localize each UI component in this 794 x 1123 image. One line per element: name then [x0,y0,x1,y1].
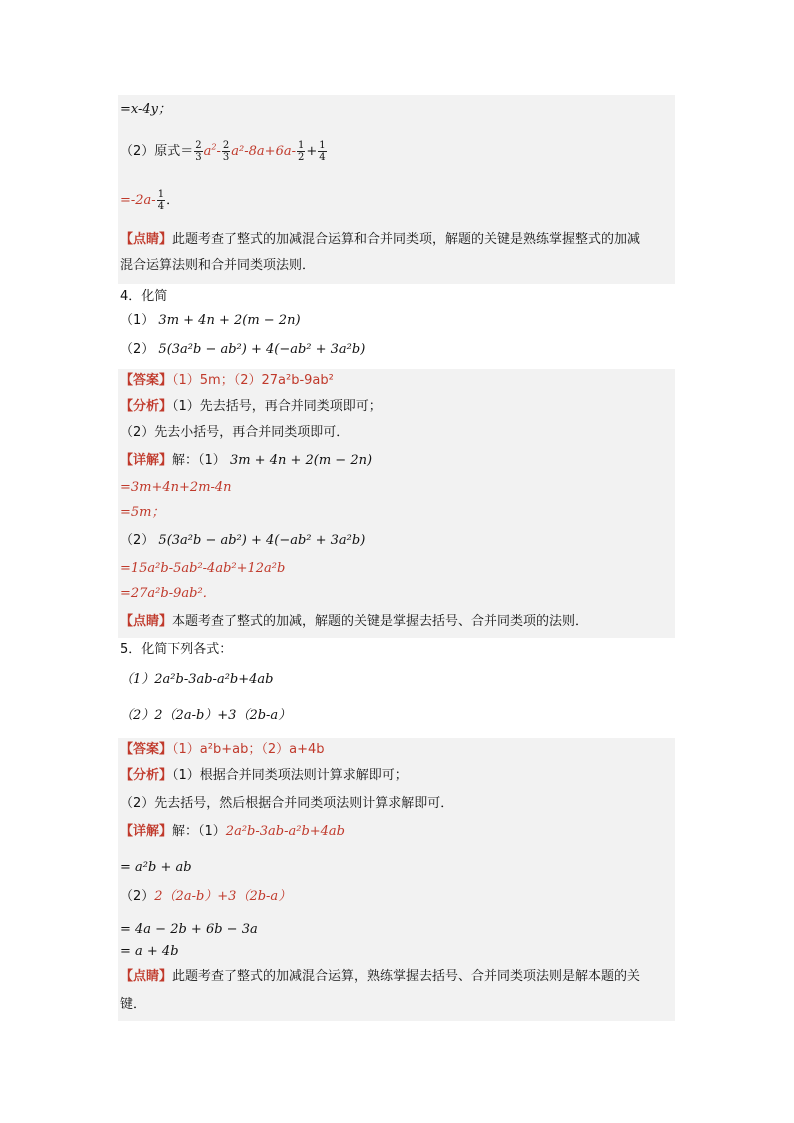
q4-detail [118,451,675,471]
frac-num: 1 [157,189,165,200]
line-original-expr: （2）原式＝ $\frac{2}{3}$ $a^2-$ $\frac{2}{3}$ a²-8a+6a- $\frac{1}{2}$ + $\frac{1}{4}$ [120,140,326,163]
part-expr: 3m + 4n + 2(m − 2n) [158,313,301,328]
q4-part2 [118,340,675,360]
dianjing-label: 【点睛】 [120,232,173,247]
step-text: =15a²b-5ab²-4ab²+12a²b [120,561,286,576]
frac-num: 1 [319,140,326,151]
frac-den: 2 [297,152,305,163]
analysis-text: （2）先去小括号，再合并同类项即可． [120,425,350,440]
part-label: （2） [120,889,155,904]
dianjing-label: 【点睛】 [120,614,173,629]
dianjing-text: 本题考查了整式的加减，解题的关键是掌握去括号、合并同类项的法则． [172,614,589,629]
frac-num: 1 [297,140,305,151]
part-expr: （2）2（2a-b）+3（2b-a） [120,708,292,723]
dianjing-text-cont: 混合运算法则和合并同类项法则． [120,258,316,273]
fraction-2-3-b [222,140,230,163]
line-x-4y [118,100,675,120]
part-label: （2） [120,342,155,357]
q5-title-text: 5．化简下列各式： [120,642,233,657]
step-text: = a + 4b [120,944,179,959]
q5-part2 [118,706,675,726]
q5-detail [118,822,675,842]
dianjing-1 [118,230,675,250]
q4-step5 [118,584,675,604]
fraction-1-4-result [157,189,165,212]
detail-head: 解：（1） [172,824,226,839]
q5-dianjing-cont [118,995,675,1015]
step-text: =5m； [120,505,165,520]
step-text: =3m+4n+2m-4n [120,480,232,495]
q4-dianjing [118,612,675,632]
dianjing-text: 此题考查了整式的加减混合运算，熟练掌握去括号、合并同类项法则是解本题的关 [172,969,641,984]
result-prefix: =-2a- [120,193,156,208]
dianjing-text: 此题考查了整式的加减混合运算和合并同类项，解题的关键是熟练掌握整式的加减 [172,232,641,247]
fraction-2-3-a [194,140,202,163]
detail-label: 【详解】 [120,824,173,839]
term-tail: a²-8a+6a- [231,144,296,159]
step-text: = a²b + ab [120,860,192,875]
q5-part1 [118,670,675,690]
step-expr: 5(3a²b − ab²) + 4(−ab² + 3a²b) [158,533,366,548]
part-label: （2） [120,533,155,548]
frac-den: 3 [195,152,202,163]
q5-title [118,640,675,660]
term-a2: $a^2-$ [203,142,221,159]
q5-step3 [118,920,675,940]
q4-part1 [118,311,675,331]
detail-expr: 3m + 4n + 2(m − 2n) [229,453,373,468]
q4-step4 [118,559,675,579]
q5-answer [118,740,675,760]
line-result [118,188,675,214]
q4-analysis-2 [118,423,675,443]
answer-label: 【答案】 [120,373,173,388]
answer-label: 【答案】 [120,742,173,757]
step-text: = 4a − 2b + 6b − 3a [120,922,258,937]
analysis-label: 【分析】 [120,768,173,783]
part-label: （1） [120,313,155,328]
q5-analysis [118,766,675,786]
answer-text: （1）5m；（2）27a²b-9ab² [172,373,334,388]
dianjing-1-cont [118,256,675,276]
frac-num: 2 [222,140,230,151]
detail-label: 【详解】 [120,453,173,468]
dianjing-label: 【点睛】 [120,969,173,984]
q5-step2 [118,887,675,907]
q4-step1 [118,478,675,498]
analysis-label: 【分析】 [120,399,173,414]
fraction-1-2 [297,140,305,163]
q4-answer [118,371,675,391]
q4-step3 [118,531,675,551]
part-expr: （1）2a²b-3ab-a²b+4ab [120,672,274,687]
dianjing-text-cont: 键． [120,997,147,1012]
part-expr: 5(3a²b − ab²) + 4(−ab² + 3a²b) [158,342,366,357]
q4-analysis [118,397,675,417]
fraction-1-4 [318,140,326,163]
q5-analysis-2 [118,794,675,814]
frac-den: 4 [157,201,165,212]
detail-head: 解：（1） [172,453,226,468]
result-suffix: ． [166,193,180,208]
expr-text: =x-4y； [120,102,172,117]
frac-den: 3 [222,152,230,163]
analysis-text: （1）先去括号，再合并同类项即可； [172,399,382,414]
label-original: （2）原式＝ [120,144,194,159]
frac-num: 2 [195,140,202,151]
q5-dianjing [118,967,675,987]
q5-step1 [118,858,675,878]
q4-step2 [118,503,675,523]
q4-title-text: 4．化简 [120,289,168,304]
analysis-text: （1）根据合并同类项法则计算求解即可； [172,768,408,783]
step-expr: 2（2a-b）+3（2b-a） [154,889,292,904]
q5-step4 [118,942,675,962]
step-text: =27a²b-9ab²． [120,586,216,601]
frac-den: 4 [319,152,326,163]
q4-title [118,287,675,307]
analysis-text: （2）先去括号，然后根据合并同类项法则计算求解即可． [120,796,454,811]
detail-expr: 2a²b-3ab-a²b+4ab [225,824,345,839]
answer-text: （1）a²b+ab；（2）a+4b [172,742,325,757]
